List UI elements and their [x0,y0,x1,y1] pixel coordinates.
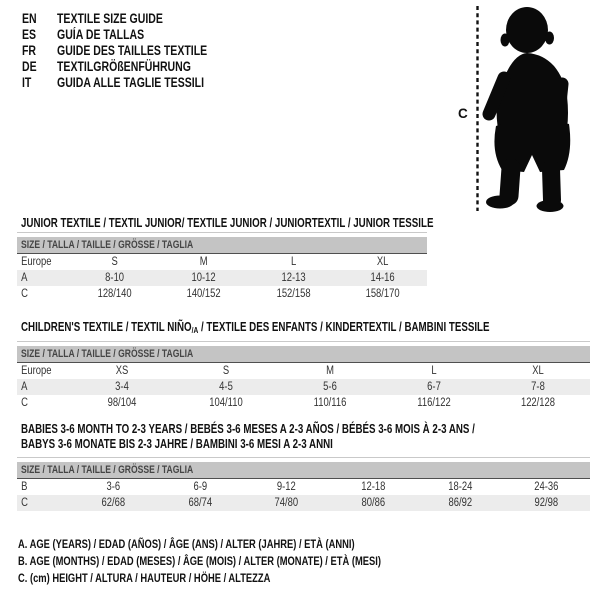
children-title-post: / TEXTILE DES ENFANTS / KINDERTEXTIL / BAMBINI TESSILE [198,320,490,334]
table-row-age-months [17,479,590,495]
legend-line-b [18,553,483,570]
age-value: 3-4 [115,381,129,393]
baby-silhouette-svg [440,0,600,215]
junior-title-text: JUNIOR TEXTILE / TEXTIL JUNIOR/ TEXTILE JUNIOR / JUNIORTEXTIL / JUNIOR TESSILE [21,216,434,230]
size-col-header: XS [115,365,129,377]
lang-row-de [22,59,250,75]
measurement-legend [18,536,483,587]
row-label: C [21,497,28,509]
legend-line-c [18,570,483,587]
children-title-subscript: /A [191,325,199,335]
size-col-header: M [326,365,334,377]
height-value: 98/104 [107,397,137,409]
height-value: 86/92 [448,497,472,509]
size-header-bar [17,346,590,363]
table-top-rule [17,232,427,233]
age-months-value: 9-12 [277,481,297,493]
region-label: Europe [21,256,52,268]
height-value: 116/122 [417,397,451,409]
lang-row-en [22,11,250,27]
age-value: 10-12 [191,272,216,284]
lang-label: TEXTILE SIZE GUIDE [57,11,163,26]
height-value: 128/140 [97,288,132,300]
height-value: 68/74 [188,497,212,509]
height-measure-label: C [458,106,468,121]
age-value: 7-8 [531,381,545,393]
age-value: 6-7 [427,381,441,393]
row-label: C [21,397,28,409]
table-header-row [17,254,427,270]
row-label: A [21,381,28,393]
children-size-table [17,341,590,411]
lang-code-text: EN [22,11,37,26]
height-value: 104/110 [209,397,243,409]
height-value: 80/86 [361,497,386,509]
size-col-header: S [222,365,230,377]
legend-line-c-text: C. (cm) HEIGHT / ALTURA / HAUTEUR / HÖHE / ALTEZZA [18,571,271,585]
size-header-bar [17,237,427,254]
table-row-height [17,495,590,511]
age-months-value: 12-18 [361,481,386,493]
lang-code [22,27,57,43]
children-section-title [21,320,600,338]
lang-code [22,75,57,91]
language-title-list [22,11,250,91]
table-top-rule [17,341,590,342]
lang-code [22,43,57,59]
lang-code [22,59,57,75]
age-value: 12-13 [281,272,306,284]
junior-size-table [17,232,427,302]
lang-label: GUIDE DES TAILLES TEXTILE [57,43,208,58]
size-col-header: L [290,256,296,268]
size-header-bar [17,462,590,479]
legend-line-a-text: A. AGE (YEARS) / EDAD (AÑOS) / ÂGE (ANS) / ALTER (JAHRE) / ETÀ (ANNI) [18,537,355,551]
lang-label: GUÍA DE TALLAS [57,27,145,42]
baby-height-figure [440,0,600,215]
age-months-value: 3-6 [106,481,121,493]
size-header-label: SIZE / TALLA / TAILLE / GRÖSSE / TAGLIA [21,464,194,476]
lang-label: TEXTILGRÖßENFÜHRUNG [57,59,191,74]
age-value: 14-16 [370,272,395,284]
height-value: 110/116 [313,397,347,409]
age-months-value: 18-24 [447,481,473,493]
size-col-header: L [431,365,437,377]
size-col-header: S [111,256,118,268]
region-label: Europe [21,365,52,377]
row-label: C [21,288,28,300]
lang-label: GUIDA ALLE TAGLIE TESSILI [57,75,205,90]
age-months-value: 24-36 [534,481,559,493]
height-value: 152/158 [276,288,311,300]
babies-title-line2: BABYS 3-6 MONATE BIS 2-3 JAHRE / BAMBINI 3-6 MESI A 2-3 ANNI [21,437,333,451]
height-value: 62/68 [101,497,126,509]
table-header-row [17,363,590,379]
lang-code-text: ES [22,27,37,42]
lang-row-fr [22,43,250,59]
row-label: B [21,481,28,493]
size-header-label: SIZE / TALLA / TAILLE / GRÖSSE / TAGLIA [21,348,194,360]
age-value: 8-10 [105,272,125,284]
table-row-age [17,270,427,286]
height-value: 74/80 [274,497,299,509]
children-title-pre: CHILDREN'S TEXTILE / TEXTIL NIÑO [21,320,192,334]
age-months-value: 6-9 [193,481,207,493]
lang-row-es [22,27,250,43]
babies-title-line1: BABIES 3-6 MONTH TO 2-3 YEARS / BEBÉS 3-6 MESES A 2-3 AÑOS / BÉBÉS 3-6 MOIS À 2-3 ANS / [21,422,475,436]
babies-section-title [21,422,600,452]
lang-code [22,11,57,27]
height-value: 140/152 [186,288,221,300]
size-col-header: XL [376,256,389,268]
size-header-label: SIZE / TALLA / TAILLE / GRÖSSE / TAGLIA [21,239,194,251]
lang-row-it [22,75,250,91]
lang-code-text: IT [22,75,32,90]
children-title-text [21,320,490,338]
table-row-height [17,286,427,302]
legend-line-a [18,536,483,553]
height-value: 92/98 [534,497,559,509]
row-label: A [21,272,28,284]
babies-size-table [17,457,590,511]
height-value: 122/128 [520,397,556,409]
height-value: 158/170 [365,288,400,300]
baby-silhouette-icon [486,7,570,212]
table-row-height [17,395,590,411]
junior-section-title [21,216,550,231]
age-value: 5-6 [323,381,337,393]
age-value: 4-5 [219,381,233,393]
table-row-age [17,379,590,395]
size-col-header: XL [532,365,544,377]
table-top-rule [17,457,590,458]
lang-code-text: FR [22,43,37,58]
lang-code-text: DE [22,59,37,74]
legend-line-b-text: B. AGE (MONTHS) / EDAD (MESES) / ÂGE (MOIS) / ALTER (MONATE) / ETÀ (MESI) [18,554,381,568]
size-col-header: M [199,256,208,268]
